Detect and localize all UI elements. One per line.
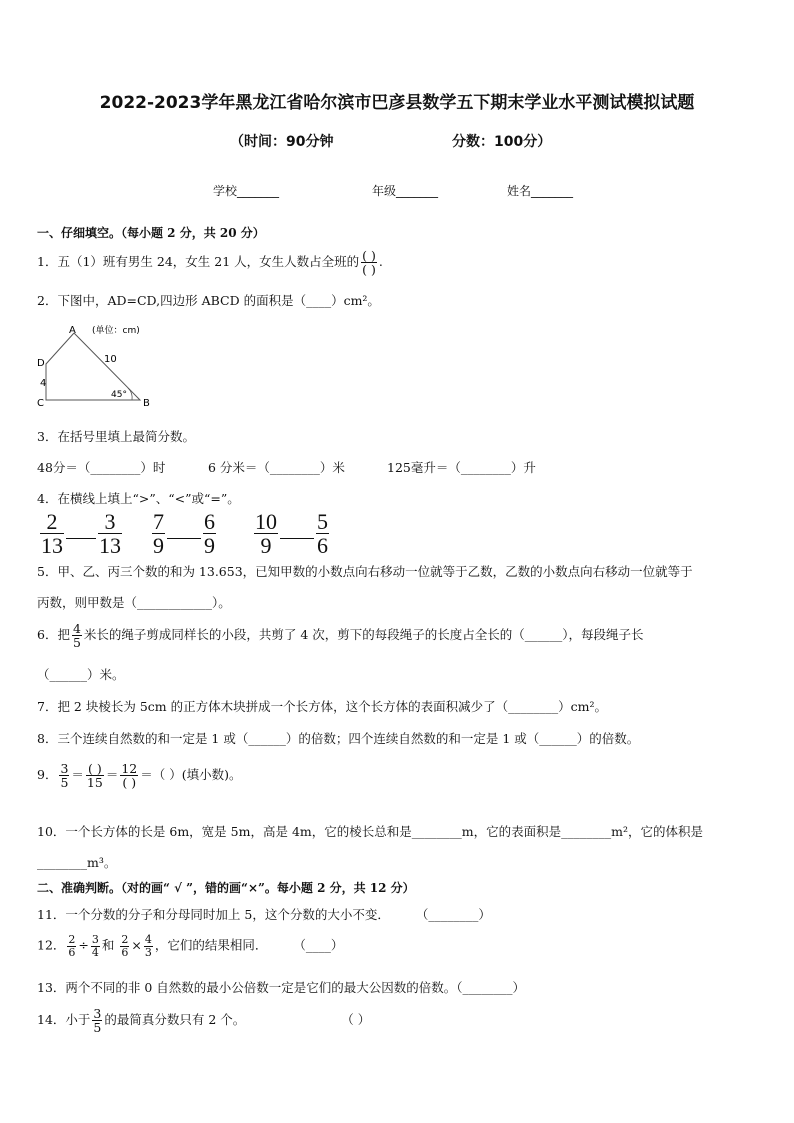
side-dc-length: 4 — [40, 378, 47, 389]
answer-blank[interactable]: （________） — [415, 907, 491, 922]
multiply-sign: × — [131, 937, 142, 953]
question-1-text: 1．五（1）班有男生 24，女生 21 人，女生人数占全班的 — [37, 254, 360, 270]
fraction-denominator: ( ) — [122, 775, 137, 791]
fraction-numerator: 3 — [98, 510, 122, 534]
question-14-pre: 14．小于 — [37, 1012, 91, 1028]
school-field: 学校_______ — [213, 184, 280, 198]
question-12 — [37, 934, 343, 958]
comparison-pair — [252, 510, 331, 557]
side-ab-length: 10 — [104, 354, 117, 365]
question-5-line-2: 丙数，则甲数是（____________）。 — [37, 595, 231, 610]
fraction-numerator: ( ) — [362, 248, 376, 263]
answer-blank[interactable]: （ ） — [341, 1012, 371, 1028]
question-10-line-1: 10．一个长方体的长是 6m，宽是 5m，高是 4m，它的棱长总和是________m，它的表面积是________m²，它的体积是 — [37, 824, 703, 839]
equals-sign: ＝ — [105, 767, 119, 783]
fraction-denominator: 13 — [99, 533, 121, 559]
fraction-numerator: 4 — [72, 621, 81, 636]
fraction-denominator: 13 — [41, 533, 63, 559]
unit-label: (单位：cm) — [92, 326, 140, 336]
fraction-numerator: 2 — [121, 933, 129, 946]
fraction-denominator: 6 — [68, 945, 76, 959]
question-11 — [37, 905, 491, 923]
fraction-denominator: 5 — [72, 635, 81, 651]
fraction-denominator: 4 — [91, 945, 99, 959]
fraction — [203, 510, 216, 557]
fraction-denominator: ( ) — [362, 262, 376, 278]
fraction — [152, 510, 165, 557]
fraction-denominator: 9 — [260, 533, 272, 559]
compare-blank[interactable] — [66, 538, 96, 539]
question-7: 7．把 2 块棱长为 5cm 的正方体木块拼成一个长方体，这个长方体的表面积减少了（________）cm²。 — [37, 699, 607, 714]
fraction — [120, 934, 129, 958]
label-c: C — [37, 398, 44, 409]
question-3-b: 6 分米＝（________）米 — [208, 460, 345, 475]
question-6-line-2: （______）米。 — [37, 667, 125, 682]
fraction-numerator: 12 — [121, 761, 138, 776]
compare-blank[interactable] — [280, 538, 314, 539]
question-12-post: ，它们的结果相同． — [154, 937, 268, 953]
name-field: 姓名_______ — [507, 184, 574, 198]
fraction-numerator: 7 — [153, 509, 164, 534]
angle-b-label: 45° — [111, 390, 127, 400]
question-12-pre: 12． — [37, 937, 66, 953]
section-2-heading: 二、准确判断。（对的画“ √ ”，错的画“×”。每小题 2 分，共 12 分） — [37, 881, 415, 895]
fraction — [92, 1007, 102, 1034]
fraction-numerator: 4 — [144, 933, 152, 946]
question-5-line-1: 5．甲、乙、丙三个数的和为 13.653，已知甲数的小数点向右移动一位就等于乙数，乙数的小数点向右移动一位就等于 — [37, 564, 693, 579]
and-word: 和 — [101, 937, 115, 953]
equals-sign: ＝ — [71, 767, 84, 783]
fraction-numerator: 10 — [255, 509, 277, 534]
question-13: 13．两个不同的非 0 自然数的最小公倍数一定是它们的最大公因数的倍数。（________） — [37, 980, 526, 995]
question-9-pre: 9． — [37, 767, 58, 783]
fraction-numerator: 2 — [68, 933, 76, 946]
fraction-denominator: 9 — [204, 533, 215, 559]
fraction — [316, 510, 329, 557]
quadrilateral-figure — [36, 322, 166, 410]
fraction — [59, 762, 69, 789]
comparison-pair — [150, 510, 218, 557]
fraction-denominator: 5 — [60, 775, 69, 791]
compare-blank[interactable] — [167, 538, 201, 539]
label-d: D — [37, 358, 45, 369]
fraction-numerator: 3 — [91, 933, 99, 946]
question-11-text: 11．一个分数的分子和分母同时加上 5，这个分数的大小不变． — [37, 907, 390, 922]
exam-title: 2022-2023学年黑龙江省哈尔滨市巴彦县数学五下期末学业水平测试模拟试题 — [99, 93, 695, 113]
grade-field: 年级_______ — [372, 184, 439, 198]
section-1-heading: 一、仔细填空。（每小题 2 分，共 20 分） — [37, 226, 265, 240]
fraction — [91, 934, 100, 958]
question-14 — [37, 1007, 370, 1034]
question-6-pre: 6．把 — [37, 627, 70, 643]
question-2: 2．下图中，AD=CD,四边形 ABCD 的面积是（____）cm²。 — [37, 293, 380, 308]
fraction-numerator: 3 — [93, 1006, 102, 1021]
fraction-denominator: 15 — [86, 775, 103, 791]
fraction-denominator: 6 — [121, 945, 129, 959]
question-9-post: ＝（ ）(填小数)。 — [140, 767, 242, 783]
fraction-denominator: 5 — [93, 1020, 102, 1036]
fraction-numerator: 5 — [317, 509, 328, 534]
fraction-denominator: 6 — [317, 533, 328, 559]
fraction — [98, 510, 122, 557]
question-6 — [37, 622, 644, 649]
question-10-line-2: ________m³。 — [37, 855, 117, 870]
fraction — [86, 762, 104, 789]
question-3: 3．在括号里填上最简分数。 — [37, 429, 195, 444]
question-9 — [37, 762, 241, 789]
question-3-c: 125毫升＝（________）升 — [387, 460, 536, 475]
question-1-end: . — [378, 254, 383, 270]
fraction — [144, 934, 153, 958]
answer-fraction — [361, 249, 377, 276]
question-6-post: 米长的绳子剪成同样长的小段，共剪了 4 次，剪下的每段绳子的长度占全长的（______），每段绳子长 — [83, 627, 644, 643]
fraction-denominator: 9 — [153, 533, 164, 559]
question-8: 8．三个连续自然数的和一定是 1 或（______）的倍数；四个连续自然数的和一定是 1 或（______）的倍数。 — [37, 731, 640, 746]
fraction — [120, 762, 138, 789]
question-3-a: 48分＝（________）时 — [37, 460, 166, 475]
question-14-post: 的最简真分数只有 2 个。 — [104, 1012, 246, 1028]
fraction — [40, 510, 64, 557]
exam-time: （时间：90分钟 — [230, 134, 334, 150]
fraction-numerator: 3 — [60, 761, 69, 776]
question-4: 4．在横线上填上“>”、“<”或“=”。 — [37, 491, 240, 506]
fraction-numerator: 6 — [204, 509, 215, 534]
label-a: A — [69, 325, 76, 336]
fraction-numerator: 2 — [40, 510, 64, 534]
fraction — [72, 622, 82, 649]
fraction — [254, 510, 278, 557]
exam-score: 分数：100分） — [452, 134, 552, 150]
divide-sign: ÷ — [78, 937, 89, 953]
label-b: B — [143, 398, 150, 409]
fraction-denominator: 3 — [144, 945, 152, 959]
question-1 — [37, 249, 383, 276]
fraction-numerator: ( ) — [86, 762, 104, 776]
fraction — [67, 934, 76, 958]
answer-blank[interactable]: （____） — [293, 937, 344, 953]
comparison-pair — [38, 510, 124, 557]
